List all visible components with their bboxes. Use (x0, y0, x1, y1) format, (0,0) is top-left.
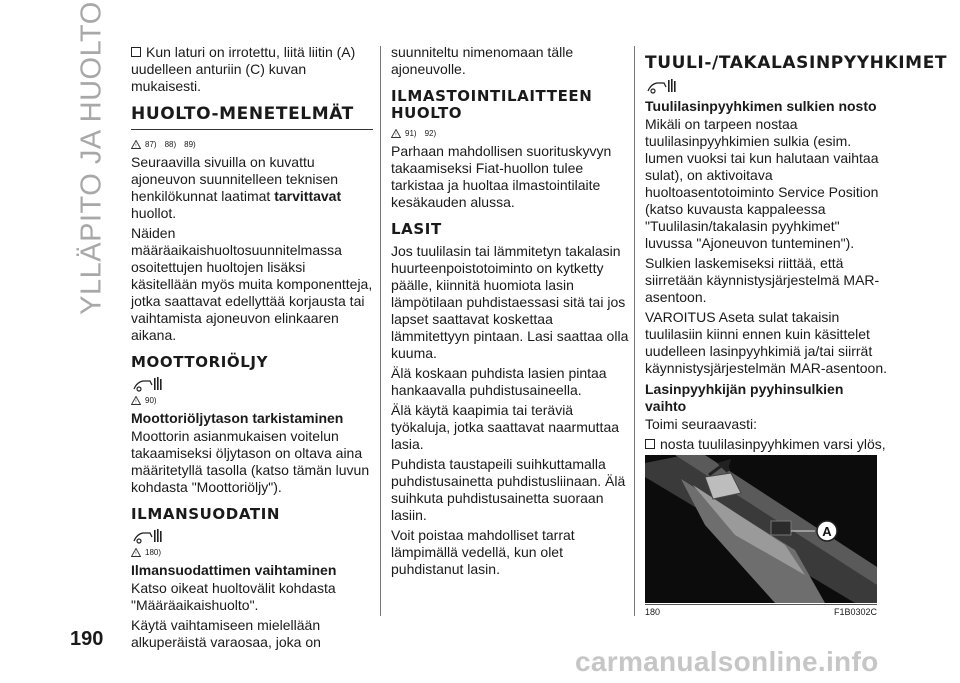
checkbox-bullet-icon (131, 47, 141, 57)
subsection-air-filter-replace: Ilmansuodattimen vaihtaminen (131, 562, 337, 578)
continuation-paragraph: suunniteltu nimenomaan tälle ajoneuvolle. (391, 44, 574, 77)
figure-number: 180 (645, 607, 661, 617)
maintenance-paragraph-2: Näiden määräaikaishuoltosuunnitelmassa osoitettujen huoltojen lisäksi käsitellään myös muita komponentteja, jotka saattavat edellyttää korjausta tai vaihtamista ajoneuvon elinkaaren aikana. (131, 225, 373, 343)
warning-refs: ! 91) 92) (391, 127, 633, 139)
wiper-paragraph-5: nosta tuulilasinpyyhkimen varsi ylös, (645, 436, 887, 487)
wiper-paragraph-3: VAROITUS Aseta sulat takaisin tuulilasiin kiinni ennen kuin käsittelet uudelleen lasinpyyhkimiä ja/tai siirrät käynnistysjärjestelmän MAR-asentoon. (645, 309, 887, 376)
glass-paragraph-4: Puhdista taustapeili suihkuttamalla puhdistusainetta puhdistusliinaan. Älä suihkuta puhdistusainetta suoraan lasiin. (391, 456, 626, 523)
column-divider (634, 46, 635, 616)
page-number: 190 (70, 628, 104, 650)
glass-paragraph-1: Jos tuulilasin tai lämmitetyn takalasin huurteenpoistotoiminto on kytketty päälle, kiinnitä huomiota lasin lämpötilaan puhdistaessasi sitä tai jos lapset saattavat koskettaa lämmitettyyn pintaan. Lasi saattaa olla kuuma. (391, 243, 629, 361)
section-title-air-conditioning: ILMASTOINTILAITTEEN HUOLTO (391, 87, 593, 122)
warning-triangle-icon (131, 140, 141, 149)
column-3 (645, 44, 948, 490)
air-filter-paragraph-2: Käytä vaihtamiseen mielellään alkuperäistä varaosaa, joka on (131, 617, 321, 650)
glass-paragraph-3: Älä käytä kaapimia tai teräviä työkaluja, jotka saattavat naarmuttaa lasia. (391, 402, 620, 452)
oil-paragraph: Moottorin asianmukaisen voitelun takaamiseksi öljytason on oltava aina määritetyllä tasolla (katso tämän luvun kohdasta "Moottoriöljy"). (131, 428, 370, 495)
wiper-illustration (645, 455, 877, 603)
car-wrench-symbol-icon (647, 78, 677, 94)
maintenance-paragraph-1: Seuraavilla sivuilla on kuvattu ajoneuvon suunnitelleen teknisen henkilökunnat laatimat tarvittavat huollot. (131, 154, 342, 221)
figure-callout-a: A (822, 524, 832, 539)
wiper-paragraph-2: Sulkien laskemiseksi riittää, että siirretään käynnistysjärjestelmä MAR-asentoon. (645, 255, 880, 305)
section-title-maintenance: HUOLTO-MENETELMÄT (131, 104, 354, 124)
figure-rule (645, 604, 877, 605)
wiper-paragraph-1: Mikäli on tarpeen nostaa tuulilasinpyyhkimien sulkia (esim. lumen vuoksi tai kun halutaan vaihtaa sulat), on aktivoitava huoltoasentotoiminto Service Position (katso kuvausta kappaleessa "Tuulilasin/takalasin pyyhkimet" luvussa "Ajoneuvon tunteminen"). (645, 116, 879, 251)
warning-refs: ! 180) (131, 546, 373, 558)
car-wrench-symbol-icon (133, 376, 163, 392)
checkbox-bullet-icon (645, 439, 655, 449)
figure-code: F1B0302C (833, 607, 877, 617)
svg-text:!: ! (395, 132, 397, 138)
column-1 (131, 44, 373, 654)
watermark: carmanualsonline.info (575, 646, 879, 677)
car-wrench-symbol-icon (133, 528, 163, 544)
subsection-oil-check: Moottoriöljytason tarkistaminen (131, 410, 344, 426)
glass-paragraph-5: Voit poistaa mahdolliset tarrat lämpimällä vedellä, kun olet puhdistanut lasin. (391, 527, 575, 577)
svg-text:!: ! (135, 143, 137, 149)
glass-paragraph-2: Älä koskaan puhdista lasien pintaa hankaavalla puhdistusaineella. (391, 365, 607, 398)
air-filter-paragraph-1: Katso oikeat huoltovälit kohdasta "Määräaikaishuolto". (131, 580, 336, 613)
warning-refs: ! 90) (131, 394, 373, 406)
section-rule (131, 129, 373, 130)
section-title-glass: LASIT (391, 220, 442, 238)
subsection-wiper-lift: Tuulilasinpyyhkimen sulkien nosto (645, 98, 877, 114)
column-2 (391, 44, 633, 581)
warning-triangle-icon (131, 396, 141, 405)
warning-triangle-icon (131, 548, 141, 557)
warning-triangle-icon (391, 129, 401, 138)
warning-refs: ! 87) 88) 89) (131, 138, 373, 150)
air-conditioning-paragraph: Parhaan mahdollisen suorituskyvyn takaamiseksi Fiat-huollon tulee tarkistaa ja huoltaa ilmastointilaite kesäkauden alussa. (391, 143, 612, 210)
subsection-wiper-blade-replace: Lasinpyyhkijän pyyhinsulkien vaihto (645, 381, 844, 414)
side-chapter-title: YLLÄPITO JA HUOLTO (75, 0, 108, 315)
section-title-engine-oil: MOOTTORIÖLJY (131, 353, 269, 371)
intro-paragraph: Kun laturi on irrotettu, liitä liitin (A) uudelleen anturiin (C) kuvan mukaisesti. (131, 44, 356, 94)
column-divider (380, 46, 381, 616)
section-title-air-filter: ILMANSUODATIN (131, 505, 281, 523)
svg-text:!: ! (135, 399, 137, 405)
section-title-wipers: TUULI-/TAKALASINPYYHKIMET (645, 53, 948, 73)
wiper-paragraph-4: Toimi seuraavasti: (645, 416, 758, 432)
wiper-figure (645, 455, 877, 603)
svg-text:!: ! (135, 551, 137, 557)
figure-caption (645, 607, 877, 617)
